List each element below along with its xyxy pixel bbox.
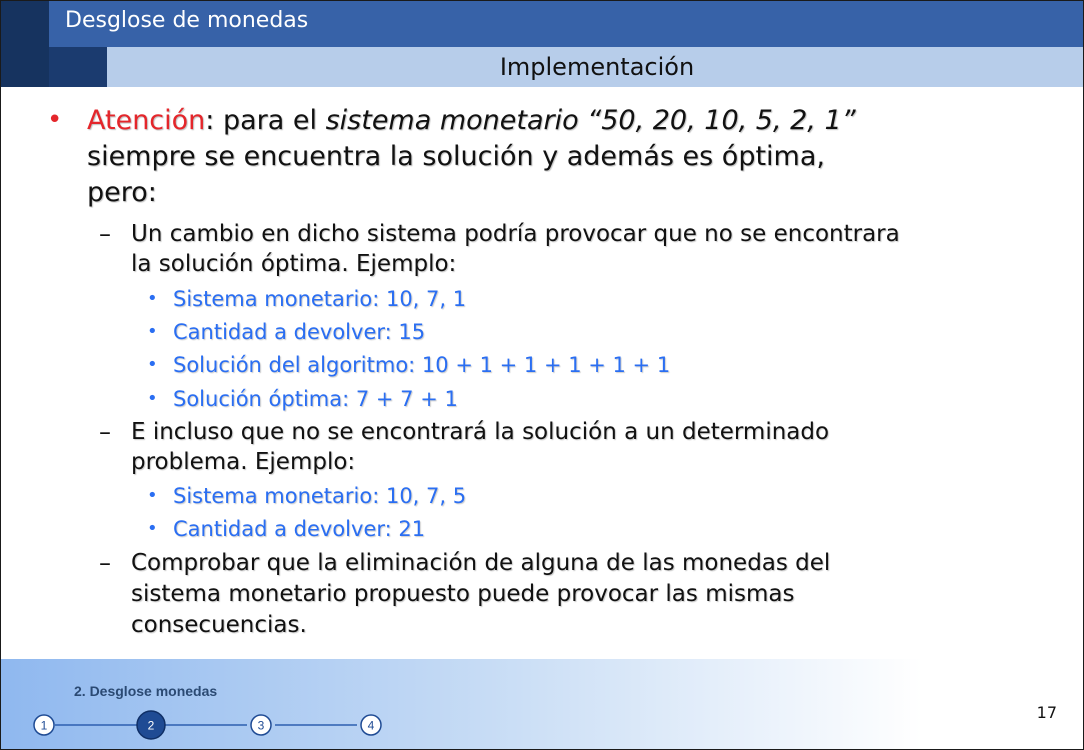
sub-bullet-icon: • (147, 485, 158, 506)
item1-sub-1: Sistema monetario: 10, 7, 1 (173, 287, 467, 311)
timeline-step-1[interactable] (34, 715, 54, 735)
page-number: 17 (1036, 703, 1057, 722)
dash-icon: – (99, 549, 111, 577)
timeline-step-label: 2 (147, 718, 155, 733)
sub-bullet-icon: • (147, 354, 158, 375)
sub-bullet-icon: • (147, 518, 158, 539)
item1-sub-2: Cantidad a devolver: 15 (173, 320, 426, 344)
timeline-step-2-current[interactable] (137, 711, 165, 739)
item3-line1: Comprobar que la eliminación de alguna de las monedas del (131, 550, 831, 576)
slide-title (1, 47, 1084, 87)
item2-sub-1: Sistema monetario: 10, 7, 5 (173, 484, 467, 508)
para-line2: siempre se encuentra la solución y además es óptima, (87, 141, 825, 172)
para-text-a: : para el (205, 105, 326, 136)
para-italic: sistema monetario “50, 20, 10, 5, 2, 1” (325, 105, 856, 136)
sub-bullet-icon: • (147, 288, 158, 309)
item2-line2: problema. Ejemplo: (131, 449, 356, 475)
item2-sub-2: Cantidad a devolver: 21 (173, 517, 426, 541)
footer-section-label: 2. Desglose monedas (74, 683, 218, 699)
timeline-step-4[interactable] (361, 715, 381, 735)
slide-section-title: Desglose de monedas (65, 8, 309, 33)
progress-timeline (1, 701, 401, 747)
timeline-step-label: 3 (257, 718, 265, 733)
item1-line1: Un cambio en dicho sistema podría provocar que no se encontrara (131, 221, 900, 247)
item1-sub-4: Solución óptima: 7 + 7 + 1 (173, 387, 458, 411)
bullet-icon: • (47, 105, 63, 135)
dash-icon: – (99, 220, 111, 248)
para-line3: pero: (87, 177, 157, 208)
timeline-step-label: 4 (367, 718, 375, 733)
para-attention (87, 105, 1047, 136)
item3-line2: sistema monetario propuesto puede provocar las mismas (131, 581, 795, 607)
timeline-step-label: 1 (40, 718, 48, 733)
item2-line1: E incluso que no se encontrará la solución a un determinado (131, 419, 830, 445)
item1-sub-3: Solución del algoritmo: 10 + 1 + 1 + 1 + 1 + 1 (173, 353, 671, 377)
timeline-step-3[interactable] (251, 715, 271, 735)
sub-bullet-icon: • (147, 388, 158, 409)
item1-line2: la solución óptima. Ejemplo: (131, 251, 457, 277)
item3-line3: consecuencias. (131, 612, 307, 638)
dash-icon: – (99, 418, 111, 446)
attention-label: Atención (87, 105, 206, 136)
slide-title-text: Implementación (499, 53, 695, 81)
sub-bullet-icon: • (147, 321, 158, 342)
